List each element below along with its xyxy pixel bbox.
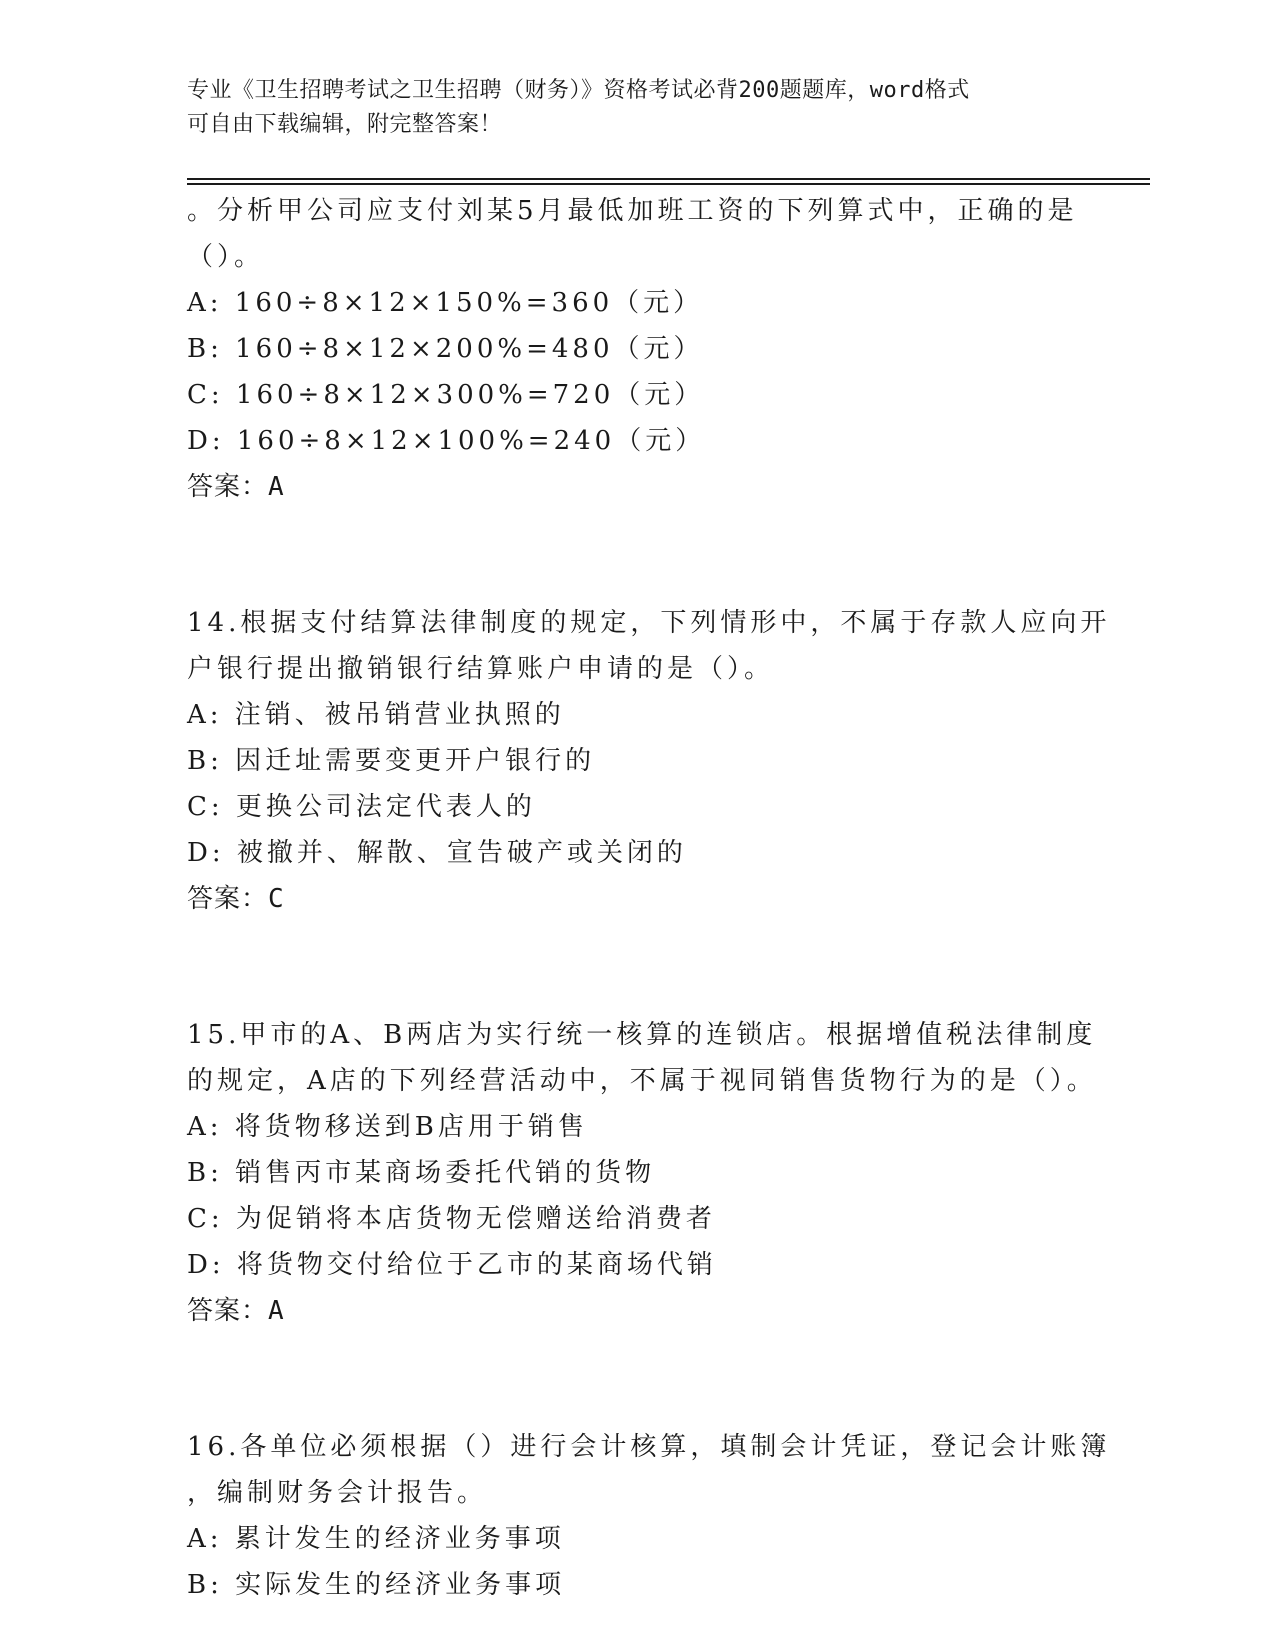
option-b: B: 实际发生的经济业务事项 — [187, 1570, 566, 1600]
question-stem-line: 户银行提出撤销银行结算账户申请的是（）。 — [187, 654, 775, 684]
answer-line: 答案：A — [187, 1296, 285, 1326]
question-stem-line: ，编制财务会计报告。 — [187, 1478, 488, 1508]
question-stem-line: 15.甲市的A、B两店为实行统一核算的连锁店。根据增值税法律制度 — [187, 1020, 1097, 1050]
option-d: D: 将货物交付给位于乙市的某商场代销 — [187, 1250, 717, 1280]
option-c: C: 更换公司法定代表人的 — [187, 792, 536, 822]
option-a: A: 将货物移送到B店用于销售 — [187, 1112, 588, 1142]
question-stem-line: 的规定，A店的下列经营活动中，不属于视同销售货物行为的是（）。 — [187, 1066, 1097, 1096]
option-b: B: 销售丙市某商场委托代销的货物 — [187, 1158, 656, 1188]
answer-line: 答案：A — [187, 472, 285, 502]
option-d: D: 被撤并、解散、宣告破产或关闭的 — [187, 838, 687, 868]
option-a: A: 160÷8×12×150%=360（元） — [187, 288, 704, 318]
document-body — [187, 188, 1111, 1608]
header-line-2: 可自由下载编辑，附完整答案！ — [187, 112, 503, 137]
question-stem-line: 16.各单位必须根据（）进行会计核算，填制会计凭证，登记会计账簿 — [187, 1432, 1111, 1462]
question-spacer — [187, 510, 1087, 600]
question-13 — [187, 188, 1087, 510]
header-divider-bottom — [187, 183, 1150, 185]
question-spacer — [187, 922, 1087, 1012]
option-b: B: 160÷8×12×200%=480（元） — [187, 334, 704, 364]
header-line-1: 专业《卫生招聘考试之卫生招聘（财务）》资格考试必背200题题库，word格式 — [187, 78, 970, 103]
question-16 — [187, 1424, 1111, 1608]
option-b: B: 因迁址需要变更开户银行的 — [187, 746, 596, 776]
option-a: A: 注销、被吊销营业执照的 — [187, 700, 565, 730]
option-d: D: 160÷8×12×100%=240（元） — [187, 426, 706, 456]
question-stem-line: （）。 — [187, 242, 265, 272]
answer-line: 答案：C — [187, 884, 285, 914]
question-stem-line: 。分析甲公司应支付刘某5月最低加班工资的下列算式中，正确的是 — [187, 196, 1078, 226]
question-spacer — [187, 1334, 1087, 1424]
option-a: A: 累计发生的经济业务事项 — [187, 1524, 565, 1554]
document-header — [187, 74, 1067, 142]
header-divider-top — [187, 178, 1150, 180]
question-14 — [187, 600, 1111, 922]
option-c: C: 为促销将本店货物无偿赠送给消费者 — [187, 1204, 716, 1234]
option-c: C: 160÷8×12×300%=720（元） — [187, 380, 705, 410]
question-stem-line: 14.根据支付结算法律制度的规定，下列情形中，不属于存款人应向开 — [187, 608, 1111, 638]
question-15 — [187, 1012, 1097, 1334]
